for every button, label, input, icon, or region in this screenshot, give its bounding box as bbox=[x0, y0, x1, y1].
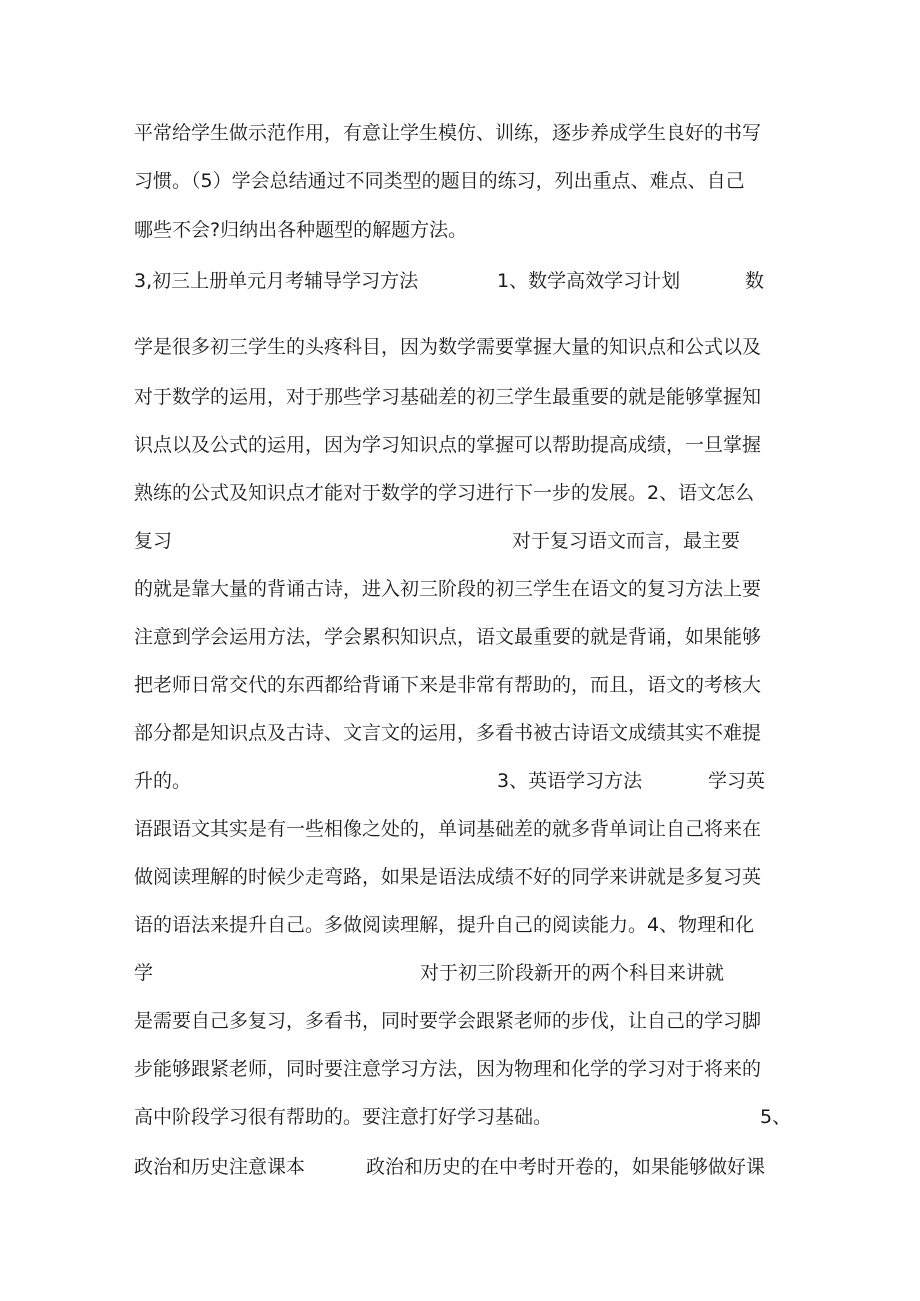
text-segment: 语跟语文其实是有一些相像之处的，单词基础差的就多背单词让自己将来在 bbox=[134, 818, 762, 840]
text-segment: 对于初三阶段新开的两个科目来讲就 bbox=[420, 962, 725, 984]
text-segment: 做阅读理解的时候少走弯路，如果是语法成绩不好的同学来讲就是多复习英 bbox=[134, 866, 762, 888]
text-line bbox=[134, 116, 786, 150]
text-segment: 哪些不会?归纳出各种题型的解题方法。 bbox=[134, 219, 468, 241]
text-line bbox=[134, 524, 786, 558]
section-heading: 3,初三上册单元月考辅导学习方法 bbox=[134, 270, 419, 292]
text-line bbox=[134, 860, 786, 894]
text-segment: 步能够跟紧老师，同时要注意学习方法，因为物理和化学的学习对于将来的 bbox=[134, 1058, 762, 1080]
subsection-heading: 政治和历史注意课本 bbox=[134, 1156, 306, 1178]
text-segment: 是需要自己多复习，多看书，同时要学会跟紧老师的步伐，让自己的学习脚 bbox=[134, 1010, 762, 1032]
text-line bbox=[134, 812, 786, 846]
text-segment: 对于复习语文而言，最主要 bbox=[512, 530, 741, 552]
text-segment: 升的。 bbox=[134, 770, 192, 792]
text-line bbox=[134, 572, 786, 606]
text-line bbox=[134, 764, 786, 798]
text-line bbox=[134, 620, 786, 654]
text-line bbox=[134, 1150, 786, 1184]
subsection-heading: 3、英语学习方法 bbox=[497, 770, 643, 792]
text-line bbox=[134, 428, 786, 462]
text-segment: 高中阶段学习很有帮助的。要注意打好学习基础。 bbox=[134, 1106, 553, 1128]
text-segment: 学习英 bbox=[708, 770, 766, 792]
text-segment: 学 bbox=[134, 962, 154, 984]
text-line bbox=[134, 1004, 786, 1038]
text-line bbox=[134, 264, 786, 298]
text-line bbox=[134, 1052, 786, 1086]
text-segment: 的就是靠大量的背诵古诗，进入初三阶段的初三学生在语文的复习方法上要 bbox=[134, 578, 762, 600]
text-line bbox=[134, 330, 786, 364]
text-segment: 对于数学的运用，对于那些学习基础差的初三学生最重要的就是能够掌握知 bbox=[134, 386, 762, 408]
text-segment: 政治和历史的在中考时开卷的，如果能够做好课 bbox=[366, 1156, 766, 1178]
text-line bbox=[134, 476, 786, 510]
text-segment: 识点以及公式的运用，因为学习知识点的掌握可以帮助提高成绩，一旦掌握 bbox=[134, 434, 762, 456]
text-segment: 学是很多初三学生的头疼科目，因为数学需要掌握大量的知识点和公式以及 bbox=[134, 336, 762, 358]
text-line bbox=[134, 716, 786, 750]
text-line bbox=[134, 668, 786, 702]
subsection-heading: 1、数学高效学习计划 bbox=[497, 270, 681, 292]
text-segment: 熟练的公式及知识点才能对于数学的学习进行下一步的发展。2、语文怎么 bbox=[134, 482, 755, 504]
text-line bbox=[134, 908, 786, 942]
text-line bbox=[134, 956, 786, 990]
text-line bbox=[134, 1100, 792, 1134]
text-segment: 复习 bbox=[134, 530, 173, 552]
text-segment: 语的语法来提升自己。多做阅读理解，提升自己的阅读能力。4、物理和化 bbox=[134, 914, 755, 936]
text-segment: 5、 bbox=[760, 1106, 792, 1128]
text-segment: 数 bbox=[745, 270, 765, 292]
text-segment: 注意到学会运用方法，学会累积知识点，语文最重要的就是背诵，如果能够 bbox=[134, 626, 762, 648]
text-line bbox=[134, 164, 786, 198]
text-segment: 把老师日常交代的东西都给背诵下来是非常有帮助的，而且，语文的考核大 bbox=[134, 674, 762, 696]
text-segment: 习惯。（5）学会总结通过不同类型的题目的练习，列出重点、难点、自己 bbox=[134, 170, 745, 192]
text-line bbox=[134, 213, 786, 247]
text-segment: 部分都是知识点及古诗、文言文的运用，多看书被古诗语文成绩其实不难提 bbox=[134, 722, 762, 744]
text-segment: 平常给学生做示范作用，有意让学生模仿、训练，逐步养成学生良好的书写 bbox=[134, 122, 762, 144]
text-line bbox=[134, 380, 786, 414]
